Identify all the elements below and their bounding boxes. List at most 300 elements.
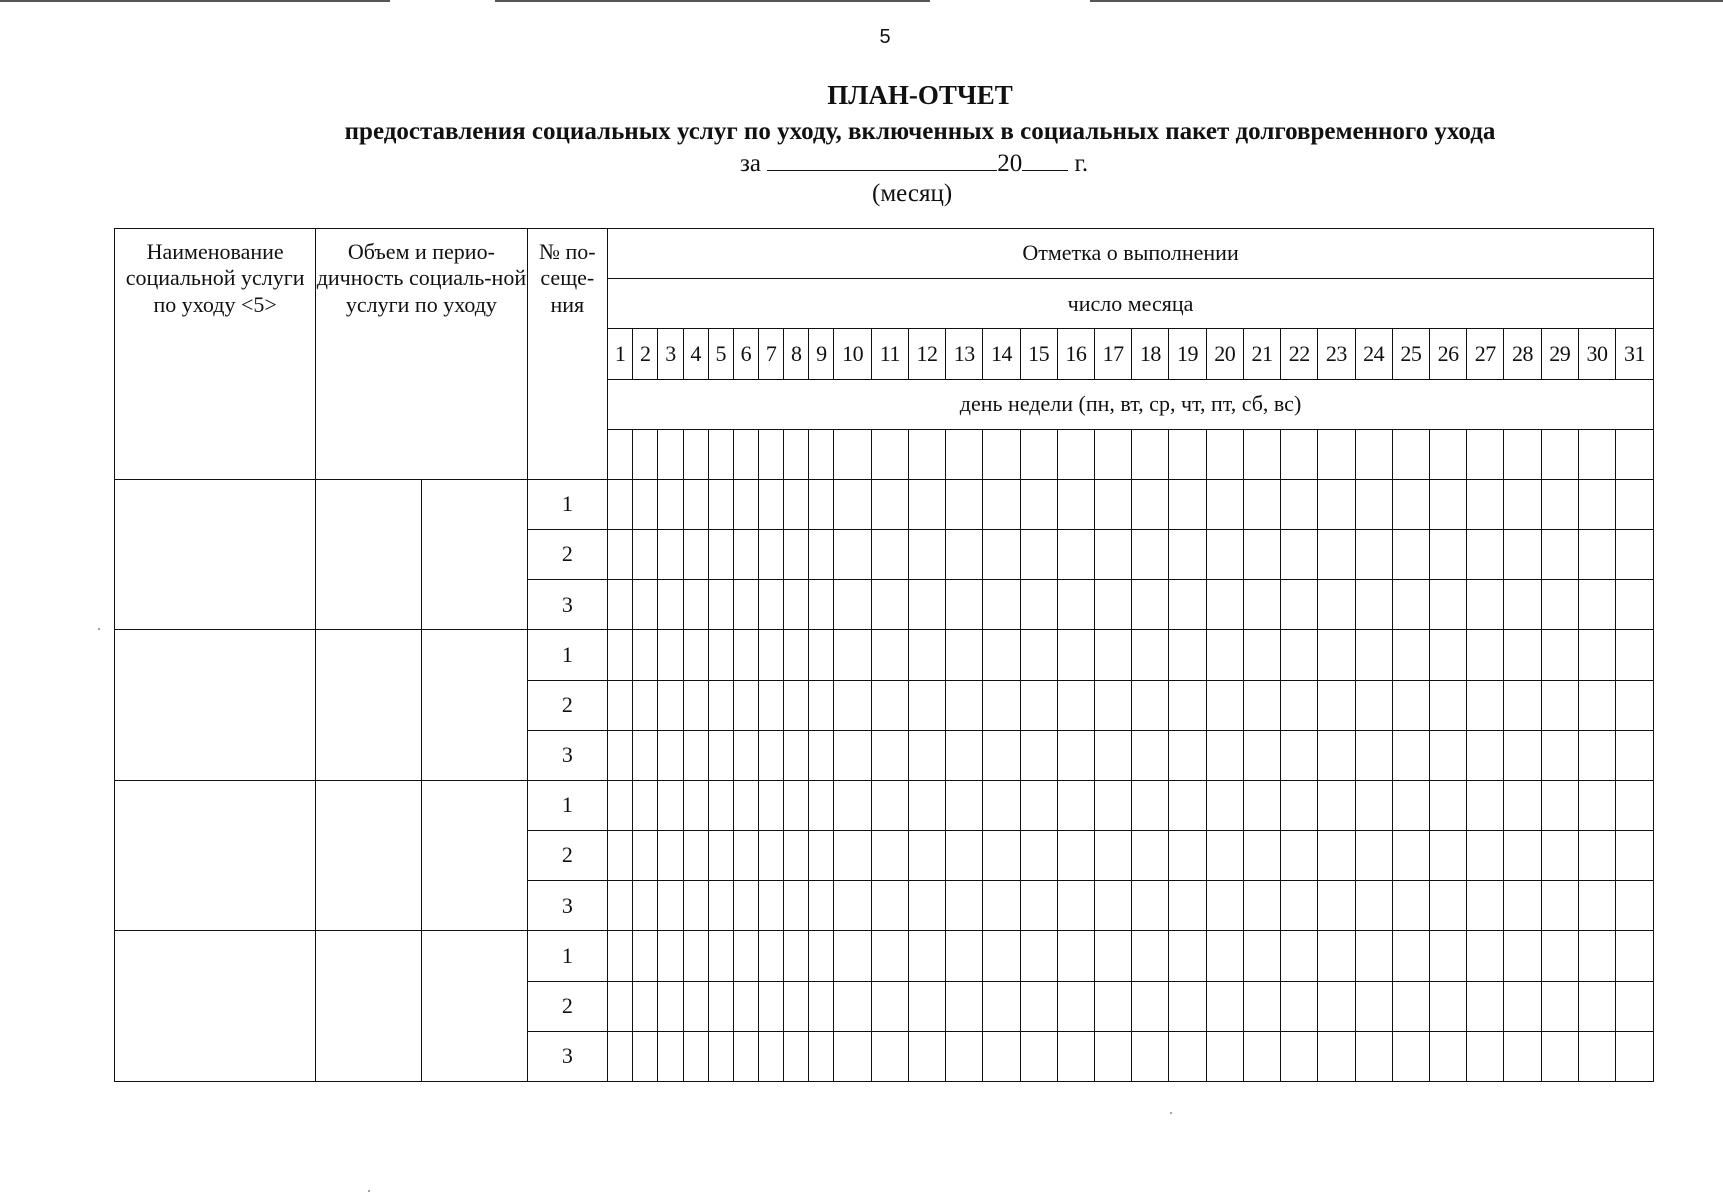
- completion-mark-cell[interactable]: [834, 680, 871, 730]
- weekday-input-cell[interactable]: [1392, 429, 1429, 479]
- completion-mark-cell[interactable]: [908, 981, 945, 1031]
- completion-mark-cell[interactable]: [708, 1031, 733, 1081]
- completion-mark-cell[interactable]: [1578, 931, 1615, 981]
- completion-mark-cell[interactable]: [658, 479, 683, 529]
- completion-mark-cell[interactable]: [1392, 881, 1429, 931]
- completion-mark-cell[interactable]: [1132, 479, 1169, 529]
- completion-mark-cell[interactable]: [1057, 479, 1094, 529]
- completion-mark-cell[interactable]: [1467, 580, 1504, 630]
- completion-mark-cell[interactable]: [658, 831, 683, 881]
- completion-mark-cell[interactable]: [983, 881, 1020, 931]
- completion-mark-cell[interactable]: [759, 479, 784, 529]
- completion-mark-cell[interactable]: [1578, 730, 1615, 780]
- weekday-input-cell[interactable]: [1206, 429, 1243, 479]
- completion-mark-cell[interactable]: [1578, 780, 1615, 830]
- completion-mark-cell[interactable]: [759, 831, 784, 881]
- completion-mark-cell[interactable]: [1541, 780, 1578, 830]
- completion-mark-cell[interactable]: [1392, 730, 1429, 780]
- completion-mark-cell[interactable]: [1392, 530, 1429, 580]
- completion-mark-cell[interactable]: [983, 1031, 1020, 1081]
- completion-mark-cell[interactable]: [1095, 730, 1132, 780]
- completion-mark-cell[interactable]: [708, 580, 733, 630]
- completion-mark-cell[interactable]: [784, 881, 809, 931]
- volume-cell[interactable]: [316, 931, 422, 1082]
- completion-mark-cell[interactable]: [658, 981, 683, 1031]
- completion-mark-cell[interactable]: [1616, 1031, 1654, 1081]
- completion-mark-cell[interactable]: [1095, 580, 1132, 630]
- completion-mark-cell[interactable]: [759, 630, 784, 680]
- completion-mark-cell[interactable]: [908, 831, 945, 881]
- completion-mark-cell[interactable]: [683, 630, 708, 680]
- completion-mark-cell[interactable]: [871, 680, 908, 730]
- completion-mark-cell[interactable]: [1541, 881, 1578, 931]
- completion-mark-cell[interactable]: [1281, 1031, 1318, 1081]
- completion-mark-cell[interactable]: [1541, 479, 1578, 529]
- completion-mark-cell[interactable]: [1057, 780, 1094, 830]
- completion-mark-cell[interactable]: [658, 530, 683, 580]
- completion-mark-cell[interactable]: [1095, 479, 1132, 529]
- completion-mark-cell[interactable]: [1429, 680, 1466, 730]
- completion-mark-cell[interactable]: [1429, 780, 1466, 830]
- completion-mark-cell[interactable]: [1095, 981, 1132, 1031]
- completion-mark-cell[interactable]: [1616, 680, 1654, 730]
- completion-mark-cell[interactable]: [1355, 1031, 1392, 1081]
- weekday-input-cell[interactable]: [608, 429, 633, 479]
- completion-mark-cell[interactable]: [1467, 780, 1504, 830]
- completion-mark-cell[interactable]: [1132, 680, 1169, 730]
- completion-mark-cell[interactable]: [683, 981, 708, 1031]
- completion-mark-cell[interactable]: [1578, 530, 1615, 580]
- completion-mark-cell[interactable]: [1578, 831, 1615, 881]
- weekday-input-cell[interactable]: [871, 429, 908, 479]
- completion-mark-cell[interactable]: [733, 1031, 758, 1081]
- completion-mark-cell[interactable]: [1429, 479, 1466, 529]
- completion-mark-cell[interactable]: [809, 680, 834, 730]
- completion-mark-cell[interactable]: [633, 479, 658, 529]
- completion-mark-cell[interactable]: [809, 981, 834, 1031]
- completion-mark-cell[interactable]: [871, 580, 908, 630]
- completion-mark-cell[interactable]: [1318, 580, 1355, 630]
- completion-mark-cell[interactable]: [1020, 580, 1057, 630]
- completion-mark-cell[interactable]: [1243, 1031, 1280, 1081]
- completion-mark-cell[interactable]: [809, 831, 834, 881]
- completion-mark-cell[interactable]: [608, 981, 633, 1031]
- completion-mark-cell[interactable]: [1206, 479, 1243, 529]
- completion-mark-cell[interactable]: [809, 630, 834, 680]
- completion-mark-cell[interactable]: [1281, 680, 1318, 730]
- completion-mark-cell[interactable]: [1206, 730, 1243, 780]
- completion-mark-cell[interactable]: [834, 831, 871, 881]
- completion-mark-cell[interactable]: [608, 931, 633, 981]
- completion-mark-cell[interactable]: [608, 730, 633, 780]
- completion-mark-cell[interactable]: [1206, 1031, 1243, 1081]
- completion-mark-cell[interactable]: [908, 479, 945, 529]
- completion-mark-cell[interactable]: [633, 831, 658, 881]
- weekday-input-cell[interactable]: [1616, 429, 1654, 479]
- completion-mark-cell[interactable]: [1243, 831, 1280, 881]
- completion-mark-cell[interactable]: [1541, 1031, 1578, 1081]
- completion-mark-cell[interactable]: [1541, 831, 1578, 881]
- completion-mark-cell[interactable]: [1541, 981, 1578, 1031]
- completion-mark-cell[interactable]: [834, 580, 871, 630]
- weekday-input-cell[interactable]: [1578, 429, 1615, 479]
- weekday-input-cell[interactable]: [1020, 429, 1057, 479]
- completion-mark-cell[interactable]: [1392, 680, 1429, 730]
- completion-mark-cell[interactable]: [1057, 931, 1094, 981]
- completion-mark-cell[interactable]: [608, 780, 633, 830]
- completion-mark-cell[interactable]: [1578, 630, 1615, 680]
- completion-mark-cell[interactable]: [1132, 530, 1169, 580]
- completion-mark-cell[interactable]: [784, 730, 809, 780]
- service-name-cell[interactable]: [115, 630, 316, 781]
- completion-mark-cell[interactable]: [1206, 580, 1243, 630]
- completion-mark-cell[interactable]: [683, 680, 708, 730]
- completion-mark-cell[interactable]: [946, 680, 983, 730]
- completion-mark-cell[interactable]: [1243, 730, 1280, 780]
- completion-mark-cell[interactable]: [1616, 580, 1654, 630]
- completion-mark-cell[interactable]: [946, 981, 983, 1031]
- completion-mark-cell[interactable]: [658, 680, 683, 730]
- completion-mark-cell[interactable]: [1355, 981, 1392, 1031]
- completion-mark-cell[interactable]: [759, 780, 784, 830]
- completion-mark-cell[interactable]: [633, 931, 658, 981]
- completion-mark-cell[interactable]: [1169, 580, 1206, 630]
- completion-mark-cell[interactable]: [1281, 630, 1318, 680]
- completion-mark-cell[interactable]: [759, 1031, 784, 1081]
- completion-mark-cell[interactable]: [983, 680, 1020, 730]
- completion-mark-cell[interactable]: [658, 780, 683, 830]
- completion-mark-cell[interactable]: [708, 530, 733, 580]
- completion-mark-cell[interactable]: [1318, 881, 1355, 931]
- completion-mark-cell[interactable]: [1541, 730, 1578, 780]
- completion-mark-cell[interactable]: [1057, 831, 1094, 881]
- weekday-input-cell[interactable]: [658, 429, 683, 479]
- completion-mark-cell[interactable]: [658, 630, 683, 680]
- completion-mark-cell[interactable]: [1057, 981, 1094, 1031]
- completion-mark-cell[interactable]: [1355, 580, 1392, 630]
- weekday-input-cell[interactable]: [1095, 429, 1132, 479]
- completion-mark-cell[interactable]: [608, 680, 633, 730]
- completion-mark-cell[interactable]: [1616, 931, 1654, 981]
- completion-mark-cell[interactable]: [1616, 479, 1654, 529]
- completion-mark-cell[interactable]: [871, 881, 908, 931]
- completion-mark-cell[interactable]: [1355, 630, 1392, 680]
- completion-mark-cell[interactable]: [1057, 881, 1094, 931]
- completion-mark-cell[interactable]: [1132, 580, 1169, 630]
- completion-mark-cell[interactable]: [1169, 831, 1206, 881]
- completion-mark-cell[interactable]: [658, 580, 683, 630]
- completion-mark-cell[interactable]: [834, 730, 871, 780]
- completion-mark-cell[interactable]: [759, 981, 784, 1031]
- completion-mark-cell[interactable]: [1355, 479, 1392, 529]
- completion-mark-cell[interactable]: [1132, 730, 1169, 780]
- completion-mark-cell[interactable]: [1392, 479, 1429, 529]
- completion-mark-cell[interactable]: [908, 730, 945, 780]
- completion-mark-cell[interactable]: [1169, 931, 1206, 981]
- weekday-input-cell[interactable]: [784, 429, 809, 479]
- completion-mark-cell[interactable]: [983, 730, 1020, 780]
- completion-mark-cell[interactable]: [1392, 780, 1429, 830]
- completion-mark-cell[interactable]: [1467, 931, 1504, 981]
- completion-mark-cell[interactable]: [946, 931, 983, 981]
- completion-mark-cell[interactable]: [1318, 680, 1355, 730]
- completion-mark-cell[interactable]: [1392, 1031, 1429, 1081]
- completion-mark-cell[interactable]: [1467, 1031, 1504, 1081]
- completion-mark-cell[interactable]: [1467, 680, 1504, 730]
- volume-cell[interactable]: [316, 780, 422, 931]
- completion-mark-cell[interactable]: [946, 530, 983, 580]
- completion-mark-cell[interactable]: [871, 931, 908, 981]
- completion-mark-cell[interactable]: [1541, 530, 1578, 580]
- completion-mark-cell[interactable]: [1243, 580, 1280, 630]
- completion-mark-cell[interactable]: [1504, 981, 1541, 1031]
- completion-mark-cell[interactable]: [608, 479, 633, 529]
- completion-mark-cell[interactable]: [1169, 680, 1206, 730]
- completion-mark-cell[interactable]: [871, 530, 908, 580]
- completion-mark-cell[interactable]: [1504, 730, 1541, 780]
- completion-mark-cell[interactable]: [1057, 530, 1094, 580]
- completion-mark-cell[interactable]: [608, 630, 633, 680]
- completion-mark-cell[interactable]: [871, 630, 908, 680]
- weekday-input-cell[interactable]: [1429, 429, 1466, 479]
- completion-mark-cell[interactable]: [759, 881, 784, 931]
- completion-mark-cell[interactable]: [1467, 981, 1504, 1031]
- completion-mark-cell[interactable]: [834, 981, 871, 1031]
- completion-mark-cell[interactable]: [683, 831, 708, 881]
- completion-mark-cell[interactable]: [708, 981, 733, 1031]
- completion-mark-cell[interactable]: [1467, 479, 1504, 529]
- completion-mark-cell[interactable]: [683, 1031, 708, 1081]
- completion-mark-cell[interactable]: [1281, 530, 1318, 580]
- completion-mark-cell[interactable]: [733, 831, 758, 881]
- completion-mark-cell[interactable]: [1429, 881, 1466, 931]
- service-name-cell[interactable]: [115, 780, 316, 931]
- completion-mark-cell[interactable]: [1095, 831, 1132, 881]
- completion-mark-cell[interactable]: [784, 479, 809, 529]
- completion-mark-cell[interactable]: [1578, 1031, 1615, 1081]
- completion-mark-cell[interactable]: [1132, 630, 1169, 680]
- completion-mark-cell[interactable]: [871, 981, 908, 1031]
- completion-mark-cell[interactable]: [733, 479, 758, 529]
- periodicity-cell[interactable]: [421, 630, 527, 781]
- completion-mark-cell[interactable]: [834, 479, 871, 529]
- completion-mark-cell[interactable]: [708, 881, 733, 931]
- completion-mark-cell[interactable]: [1020, 931, 1057, 981]
- completion-mark-cell[interactable]: [1057, 680, 1094, 730]
- completion-mark-cell[interactable]: [946, 831, 983, 881]
- completion-mark-cell[interactable]: [733, 730, 758, 780]
- completion-mark-cell[interactable]: [633, 680, 658, 730]
- completion-mark-cell[interactable]: [683, 479, 708, 529]
- completion-mark-cell[interactable]: [784, 580, 809, 630]
- completion-mark-cell[interactable]: [1095, 931, 1132, 981]
- completion-mark-cell[interactable]: [1467, 730, 1504, 780]
- completion-mark-cell[interactable]: [1429, 730, 1466, 780]
- completion-mark-cell[interactable]: [1429, 1031, 1466, 1081]
- completion-mark-cell[interactable]: [1355, 780, 1392, 830]
- completion-mark-cell[interactable]: [809, 479, 834, 529]
- completion-mark-cell[interactable]: [1504, 831, 1541, 881]
- completion-mark-cell[interactable]: [733, 881, 758, 931]
- completion-mark-cell[interactable]: [759, 730, 784, 780]
- completion-mark-cell[interactable]: [834, 530, 871, 580]
- completion-mark-cell[interactable]: [1020, 981, 1057, 1031]
- completion-mark-cell[interactable]: [1429, 831, 1466, 881]
- completion-mark-cell[interactable]: [1355, 530, 1392, 580]
- completion-mark-cell[interactable]: [1504, 479, 1541, 529]
- completion-mark-cell[interactable]: [1281, 981, 1318, 1031]
- completion-mark-cell[interactable]: [1467, 630, 1504, 680]
- completion-mark-cell[interactable]: [759, 931, 784, 981]
- completion-mark-cell[interactable]: [1355, 881, 1392, 931]
- completion-mark-cell[interactable]: [809, 931, 834, 981]
- completion-mark-cell[interactable]: [1578, 479, 1615, 529]
- completion-mark-cell[interactable]: [608, 831, 633, 881]
- weekday-input-cell[interactable]: [1541, 429, 1578, 479]
- completion-mark-cell[interactable]: [1281, 881, 1318, 931]
- completion-mark-cell[interactable]: [608, 530, 633, 580]
- completion-mark-cell[interactable]: [1206, 780, 1243, 830]
- completion-mark-cell[interactable]: [1318, 931, 1355, 981]
- completion-mark-cell[interactable]: [683, 780, 708, 830]
- completion-mark-cell[interactable]: [1281, 780, 1318, 830]
- weekday-input-cell[interactable]: [946, 429, 983, 479]
- completion-mark-cell[interactable]: [908, 931, 945, 981]
- completion-mark-cell[interactable]: [733, 530, 758, 580]
- weekday-input-cell[interactable]: [708, 429, 733, 479]
- completion-mark-cell[interactable]: [708, 479, 733, 529]
- completion-mark-cell[interactable]: [1169, 1031, 1206, 1081]
- completion-mark-cell[interactable]: [1429, 580, 1466, 630]
- completion-mark-cell[interactable]: [1616, 630, 1654, 680]
- completion-mark-cell[interactable]: [1355, 680, 1392, 730]
- completion-mark-cell[interactable]: [1504, 780, 1541, 830]
- completion-mark-cell[interactable]: [708, 680, 733, 730]
- completion-mark-cell[interactable]: [1318, 479, 1355, 529]
- completion-mark-cell[interactable]: [1318, 780, 1355, 830]
- completion-mark-cell[interactable]: [1318, 630, 1355, 680]
- completion-mark-cell[interactable]: [983, 780, 1020, 830]
- completion-mark-cell[interactable]: [1243, 479, 1280, 529]
- completion-mark-cell[interactable]: [1095, 530, 1132, 580]
- periodicity-cell[interactable]: [421, 780, 527, 931]
- completion-mark-cell[interactable]: [1169, 881, 1206, 931]
- completion-mark-cell[interactable]: [633, 981, 658, 1031]
- weekday-input-cell[interactable]: [1132, 429, 1169, 479]
- completion-mark-cell[interactable]: [1281, 580, 1318, 630]
- completion-mark-cell[interactable]: [784, 780, 809, 830]
- periodicity-cell[interactable]: [421, 479, 527, 630]
- completion-mark-cell[interactable]: [683, 881, 708, 931]
- completion-mark-cell[interactable]: [871, 780, 908, 830]
- completion-mark-cell[interactable]: [1392, 931, 1429, 981]
- completion-mark-cell[interactable]: [983, 530, 1020, 580]
- completion-mark-cell[interactable]: [908, 580, 945, 630]
- completion-mark-cell[interactable]: [1169, 730, 1206, 780]
- completion-mark-cell[interactable]: [1318, 530, 1355, 580]
- weekday-input-cell[interactable]: [834, 429, 871, 479]
- completion-mark-cell[interactable]: [1095, 680, 1132, 730]
- completion-mark-cell[interactable]: [608, 881, 633, 931]
- completion-mark-cell[interactable]: [633, 780, 658, 830]
- completion-mark-cell[interactable]: [1616, 730, 1654, 780]
- completion-mark-cell[interactable]: [908, 780, 945, 830]
- completion-mark-cell[interactable]: [1467, 881, 1504, 931]
- completion-mark-cell[interactable]: [759, 530, 784, 580]
- completion-mark-cell[interactable]: [1057, 730, 1094, 780]
- completion-mark-cell[interactable]: [809, 780, 834, 830]
- completion-mark-cell[interactable]: [1504, 931, 1541, 981]
- completion-mark-cell[interactable]: [1020, 780, 1057, 830]
- completion-mark-cell[interactable]: [809, 580, 834, 630]
- completion-mark-cell[interactable]: [733, 580, 758, 630]
- completion-mark-cell[interactable]: [1095, 881, 1132, 931]
- completion-mark-cell[interactable]: [633, 630, 658, 680]
- completion-mark-cell[interactable]: [1541, 580, 1578, 630]
- completion-mark-cell[interactable]: [871, 1031, 908, 1081]
- completion-mark-cell[interactable]: [633, 530, 658, 580]
- weekday-input-cell[interactable]: [983, 429, 1020, 479]
- completion-mark-cell[interactable]: [708, 780, 733, 830]
- completion-mark-cell[interactable]: [1429, 981, 1466, 1031]
- weekday-input-cell[interactable]: [1467, 429, 1504, 479]
- weekday-input-cell[interactable]: [1318, 429, 1355, 479]
- completion-mark-cell[interactable]: [1318, 730, 1355, 780]
- completion-mark-cell[interactable]: [1429, 630, 1466, 680]
- completion-mark-cell[interactable]: [1616, 530, 1654, 580]
- completion-mark-cell[interactable]: [946, 580, 983, 630]
- completion-mark-cell[interactable]: [871, 479, 908, 529]
- completion-mark-cell[interactable]: [1318, 831, 1355, 881]
- completion-mark-cell[interactable]: [1504, 1031, 1541, 1081]
- completion-mark-cell[interactable]: [683, 580, 708, 630]
- completion-mark-cell[interactable]: [608, 580, 633, 630]
- weekday-input-cell[interactable]: [809, 429, 834, 479]
- weekday-input-cell[interactable]: [683, 429, 708, 479]
- completion-mark-cell[interactable]: [1281, 479, 1318, 529]
- completion-mark-cell[interactable]: [1281, 931, 1318, 981]
- completion-mark-cell[interactable]: [1057, 1031, 1094, 1081]
- completion-mark-cell[interactable]: [1392, 630, 1429, 680]
- completion-mark-cell[interactable]: [1020, 881, 1057, 931]
- completion-mark-cell[interactable]: [1243, 680, 1280, 730]
- completion-mark-cell[interactable]: [658, 931, 683, 981]
- completion-mark-cell[interactable]: [1132, 831, 1169, 881]
- completion-mark-cell[interactable]: [1132, 780, 1169, 830]
- completion-mark-cell[interactable]: [983, 981, 1020, 1031]
- completion-mark-cell[interactable]: [1429, 530, 1466, 580]
- completion-mark-cell[interactable]: [834, 630, 871, 680]
- completion-mark-cell[interactable]: [1020, 831, 1057, 881]
- year-blank-field[interactable]: [1022, 148, 1068, 171]
- completion-mark-cell[interactable]: [1132, 881, 1169, 931]
- completion-mark-cell[interactable]: [1392, 831, 1429, 881]
- completion-mark-cell[interactable]: [1541, 630, 1578, 680]
- completion-mark-cell[interactable]: [633, 580, 658, 630]
- completion-mark-cell[interactable]: [1169, 780, 1206, 830]
- completion-mark-cell[interactable]: [1504, 680, 1541, 730]
- completion-mark-cell[interactable]: [983, 580, 1020, 630]
- completion-mark-cell[interactable]: [908, 881, 945, 931]
- completion-mark-cell[interactable]: [1578, 680, 1615, 730]
- completion-mark-cell[interactable]: [784, 530, 809, 580]
- completion-mark-cell[interactable]: [1392, 580, 1429, 630]
- completion-mark-cell[interactable]: [1616, 981, 1654, 1031]
- completion-mark-cell[interactable]: [1206, 530, 1243, 580]
- completion-mark-cell[interactable]: [1020, 530, 1057, 580]
- completion-mark-cell[interactable]: [871, 831, 908, 881]
- service-name-cell[interactable]: [115, 479, 316, 630]
